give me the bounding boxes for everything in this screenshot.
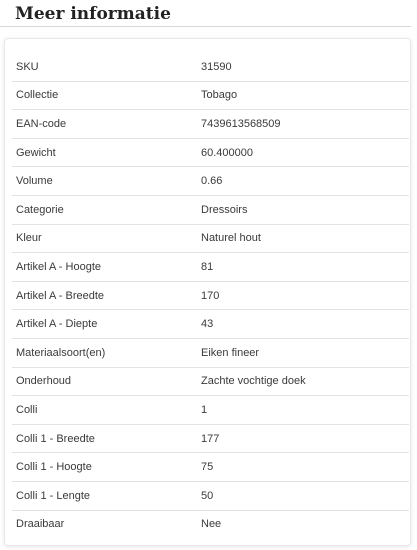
table-row xyxy=(12,424,409,453)
row-label: Onderhoud xyxy=(12,367,197,396)
row-value: 50 xyxy=(197,481,409,510)
table-row xyxy=(12,224,409,253)
row-value: Nee xyxy=(201,518,222,531)
row-value: Dressoirs xyxy=(197,195,409,224)
row-label: Gewicht xyxy=(12,138,197,167)
table-row xyxy=(12,310,409,339)
table-row xyxy=(12,167,409,196)
row-value: 1 xyxy=(197,396,409,425)
specifications-card xyxy=(4,38,411,546)
row-value: 7439613568509 xyxy=(197,110,409,139)
row-label: Materiaalsoort(en) xyxy=(12,338,197,367)
table-row xyxy=(12,510,409,538)
row-value: Tobago xyxy=(197,81,409,110)
section-header xyxy=(0,0,411,27)
table-row xyxy=(12,281,409,310)
row-label: Colli 1 - Hoogte xyxy=(12,453,197,482)
table-row xyxy=(12,138,409,167)
row-label: Colli 1 - Lengte xyxy=(12,481,197,510)
row-label: Draaibaar xyxy=(16,518,65,531)
table-row xyxy=(12,195,409,224)
row-value: 81 xyxy=(197,253,409,282)
table-row xyxy=(12,396,409,425)
row-label: SKU xyxy=(12,53,197,81)
table-row xyxy=(12,81,409,110)
table-row xyxy=(12,481,409,510)
row-label: Artikel A - Diepte xyxy=(12,310,197,339)
row-value: Eiken fineer xyxy=(197,338,409,367)
row-value: Naturel hout xyxy=(197,224,409,253)
table-row xyxy=(12,367,409,396)
section-title: Meer informatie xyxy=(15,4,171,24)
row-value: 43 xyxy=(197,310,409,339)
row-label: Categorie xyxy=(12,195,197,224)
row-value: Zachte vochtige doek xyxy=(197,367,409,396)
table-row xyxy=(12,53,409,81)
row-label: Artikel A - Breedte xyxy=(12,281,197,310)
table-row xyxy=(12,453,409,482)
table-row xyxy=(12,338,409,367)
row-value: 177 xyxy=(197,424,409,453)
row-label: Artikel A - Hoogte xyxy=(12,253,197,282)
table-row xyxy=(12,110,409,139)
row-label: Colli 1 - Breedte xyxy=(12,424,197,453)
row-label: Collectie xyxy=(12,81,197,110)
row-value: 31590 xyxy=(197,53,409,81)
row-label: Colli xyxy=(12,396,197,425)
row-value: 0.66 xyxy=(197,167,409,196)
row-label: Kleur xyxy=(12,224,197,253)
row-value: 75 xyxy=(197,453,409,482)
row-label: Volume xyxy=(12,167,197,196)
row-label: EAN-code xyxy=(12,110,197,139)
row-value: 60.400000 xyxy=(197,138,409,167)
row-value: 170 xyxy=(197,281,409,310)
specifications-table-body xyxy=(12,53,409,538)
specifications-table xyxy=(12,53,409,538)
table-row xyxy=(12,253,409,282)
